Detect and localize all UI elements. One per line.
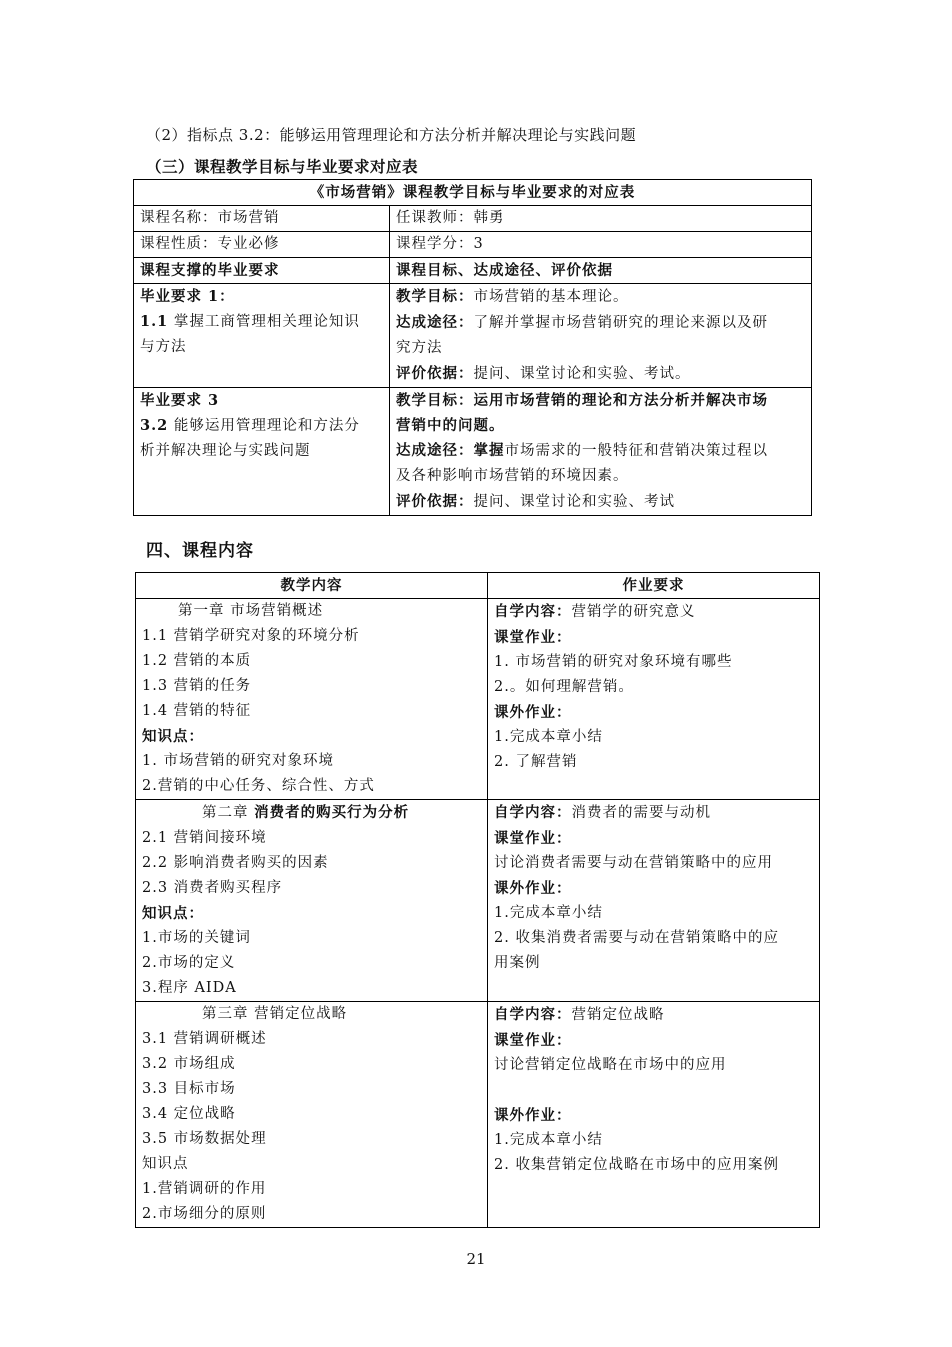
ch2-out-label: 课外作业： [494,880,572,897]
ch1-item-4: 1.4 营销的特征 [142,703,252,719]
ch2-out-1: 1.完成本章小结 [494,905,603,921]
req3-point-line-1: 能够运用管理理论和方法分 [168,418,360,434]
table1-row-req3 [134,388,812,516]
req3-point-line-2: 析并解决理论与实践问题 [140,443,311,459]
ch2-class-label: 课堂作业： [494,830,572,847]
req1-goals-cell [390,284,812,388]
ch3-self-text: 营销定位战略 [571,1007,665,1023]
ch3-title: 第三章 营销定位战略 [202,1006,348,1022]
ch2-homework-cell [488,800,820,1002]
req3-goals-cell [390,388,812,516]
ch3-out-2: 2. 收集营销定位战略在市场中的应用案例 [494,1157,779,1173]
ch3-class-label: 课堂作业： [494,1032,572,1049]
ch1-kp-1: 1. 市场营销的研究对象环境 [142,753,334,769]
ch1-out-2: 2. 了解营销 [494,754,578,770]
table1-title-row [134,180,812,206]
table1-col-left: 课程支撑的毕业要求 [134,258,390,284]
req3-path-label: 达成途径： [396,442,474,459]
table2-row-ch1 [136,599,820,800]
req3-path-bold: 掌握 [473,442,505,459]
req1-goal-label: 教学目标： [396,288,474,305]
section3-heading: （三）课程教学目标与毕业要求对应表 [146,157,419,176]
ch3-kp-2: 2.市场细分的原则 [142,1206,267,1222]
ch2-out-2: 2. 收集消费者需要与动在营销策略中的应 [494,930,779,946]
ch1-out-label: 课外作业： [494,704,572,721]
ch1-out-1: 1.完成本章小结 [494,729,603,745]
course-name: 课程名称：市场营销 [134,206,390,232]
req1-eval-label: 评价依据： [396,365,474,382]
ch1-kp-2: 2.营销的中心任务、综合性、方式 [142,778,375,794]
table2-header-row [136,573,820,599]
req1-path-line-2: 究方法 [396,340,443,356]
req3-goal-line-1: 运用市场营销的理论和方法分析并解决市场 [473,392,768,409]
ch3-content-cell [136,1002,488,1228]
ch1-class-2: 2.。如何理解营销。 [494,679,634,695]
ch1-self-label: 自学内容： [494,603,572,620]
ch1-class-1: 1. 市场营销的研究对象环境有哪些 [494,654,733,670]
req3-eval-label: 评价依据： [396,493,474,510]
ch3-class-1: 讨论营销定位战略在市场中的应用 [494,1057,727,1073]
req3-eval-text: 提问、课堂讨论和实验、考试 [473,494,675,510]
course-teacher: 任课教师：韩勇 [390,206,812,232]
req1-goal-text: 市场营销的基本理论。 [473,289,629,305]
req3-goal-line-2: 营销中的问题。 [396,417,505,434]
req1-point-no: 1.1 [140,313,169,330]
ch2-item-1: 2.1 营销间接环境 [142,830,267,846]
table2-col-right: 作业要求 [488,573,820,599]
ch3-kp-label: 知识点 [142,1156,189,1172]
ch2-kp-1: 1.市场的关键词 [142,930,251,946]
ch1-item-3: 1.3 营销的任务 [142,678,252,694]
req1-eval-text: 提问、课堂讨论和实验、考试。 [473,366,691,382]
ch2-kp-label: 知识点： [142,905,204,922]
ch2-title: 消费者的购买行为分析 [254,804,410,821]
ch2-kp-3: 3.程序 AIDA [142,980,237,996]
table2-row-ch2 [136,800,820,1002]
ch1-title: 第一章 市场营销概述 [178,603,324,619]
ch2-item-3: 2.3 消费者购买程序 [142,880,283,896]
course-credits: 课程学分：3 [390,232,812,258]
table1-info-row-2 [134,232,812,258]
ch1-kp-label: 知识点： [142,728,204,745]
req1-point-line-1: 掌握工商管理相关理论知识 [168,314,360,330]
table1-title: 《市场营销》课程教学目标与毕业要求的对应表 [134,180,812,206]
table1-col-right: 课程目标、达成途径、评价依据 [390,258,812,284]
ch2-out-3: 用案例 [494,955,541,971]
page-number: 21 [466,1250,486,1268]
ch2-class-1: 讨论消费者需要与动在营销策略中的应用 [494,855,773,871]
ch2-content-cell [136,800,488,1002]
req1-title: 毕业要求 1： [140,288,235,305]
req3-point-no: 3.2 [140,417,169,434]
goals-requirements-table [133,179,812,516]
ch2-kp-2: 2.市场的定义 [142,955,236,971]
ch2-self-label: 自学内容： [494,804,572,821]
table1-row-req1 [134,284,812,388]
course-content-table [135,572,820,1228]
ch1-item-1: 1.1 营销学研究对象的环境分析 [142,628,360,644]
ch3-item-5: 3.5 市场数据处理 [142,1131,267,1147]
req3-title: 毕业要求 3 [140,392,220,409]
table1-header-row [134,258,812,284]
req3-cell [134,388,390,516]
req3-path-line-1: 市场需求的一般特征和营销决策过程以 [504,443,768,459]
ch1-class-label: 课堂作业： [494,629,572,646]
ch2-title-prefix: 第二章 [202,805,255,821]
req3-path-line-2: 及各种影响市场营销的环境因素。 [396,468,629,484]
ch3-item-3: 3.3 目标市场 [142,1081,236,1097]
ch3-self-label: 自学内容： [494,1006,572,1023]
ch2-item-2: 2.2 影响消费者购买的因素 [142,855,329,871]
ch1-item-2: 1.2 营销的本质 [142,653,252,669]
req1-path-label: 达成途径： [396,314,474,331]
ch3-blank-line [494,1078,813,1103]
ch3-out-label: 课外作业： [494,1107,572,1124]
req3-goal-label: 教学目标： [396,392,474,409]
table1-info-row-1 [134,206,812,232]
ch3-item-2: 3.2 市场组成 [142,1056,236,1072]
req1-path-line-1: 了解并掌握市场营销研究的理论来源以及研 [473,315,768,331]
ch1-content-cell [136,599,488,800]
ch3-out-1: 1.完成本章小结 [494,1132,603,1148]
ch1-self-text: 营销学的研究意义 [571,604,696,620]
ch3-kp-1: 1.营销调研的作用 [142,1181,267,1197]
table2-row-ch3 [136,1002,820,1228]
section4-heading: 四、课程内容 [146,541,254,561]
indicator-line: （2）指标点 3.2：能够运用管理理论和方法分析并解决理论与实践问题 [146,126,637,144]
ch3-homework-cell [488,1002,820,1228]
table2-col-left: 教学内容 [136,573,488,599]
req1-point-line-2: 与方法 [140,339,187,355]
req1-cell [134,284,390,388]
ch1-homework-cell [488,599,820,800]
ch3-item-4: 3.4 定位战略 [142,1106,236,1122]
ch3-item-1: 3.1 营销调研概述 [142,1031,267,1047]
ch2-self-text: 消费者的需要与动机 [571,805,711,821]
course-nature: 课程性质：专业必修 [134,232,390,258]
